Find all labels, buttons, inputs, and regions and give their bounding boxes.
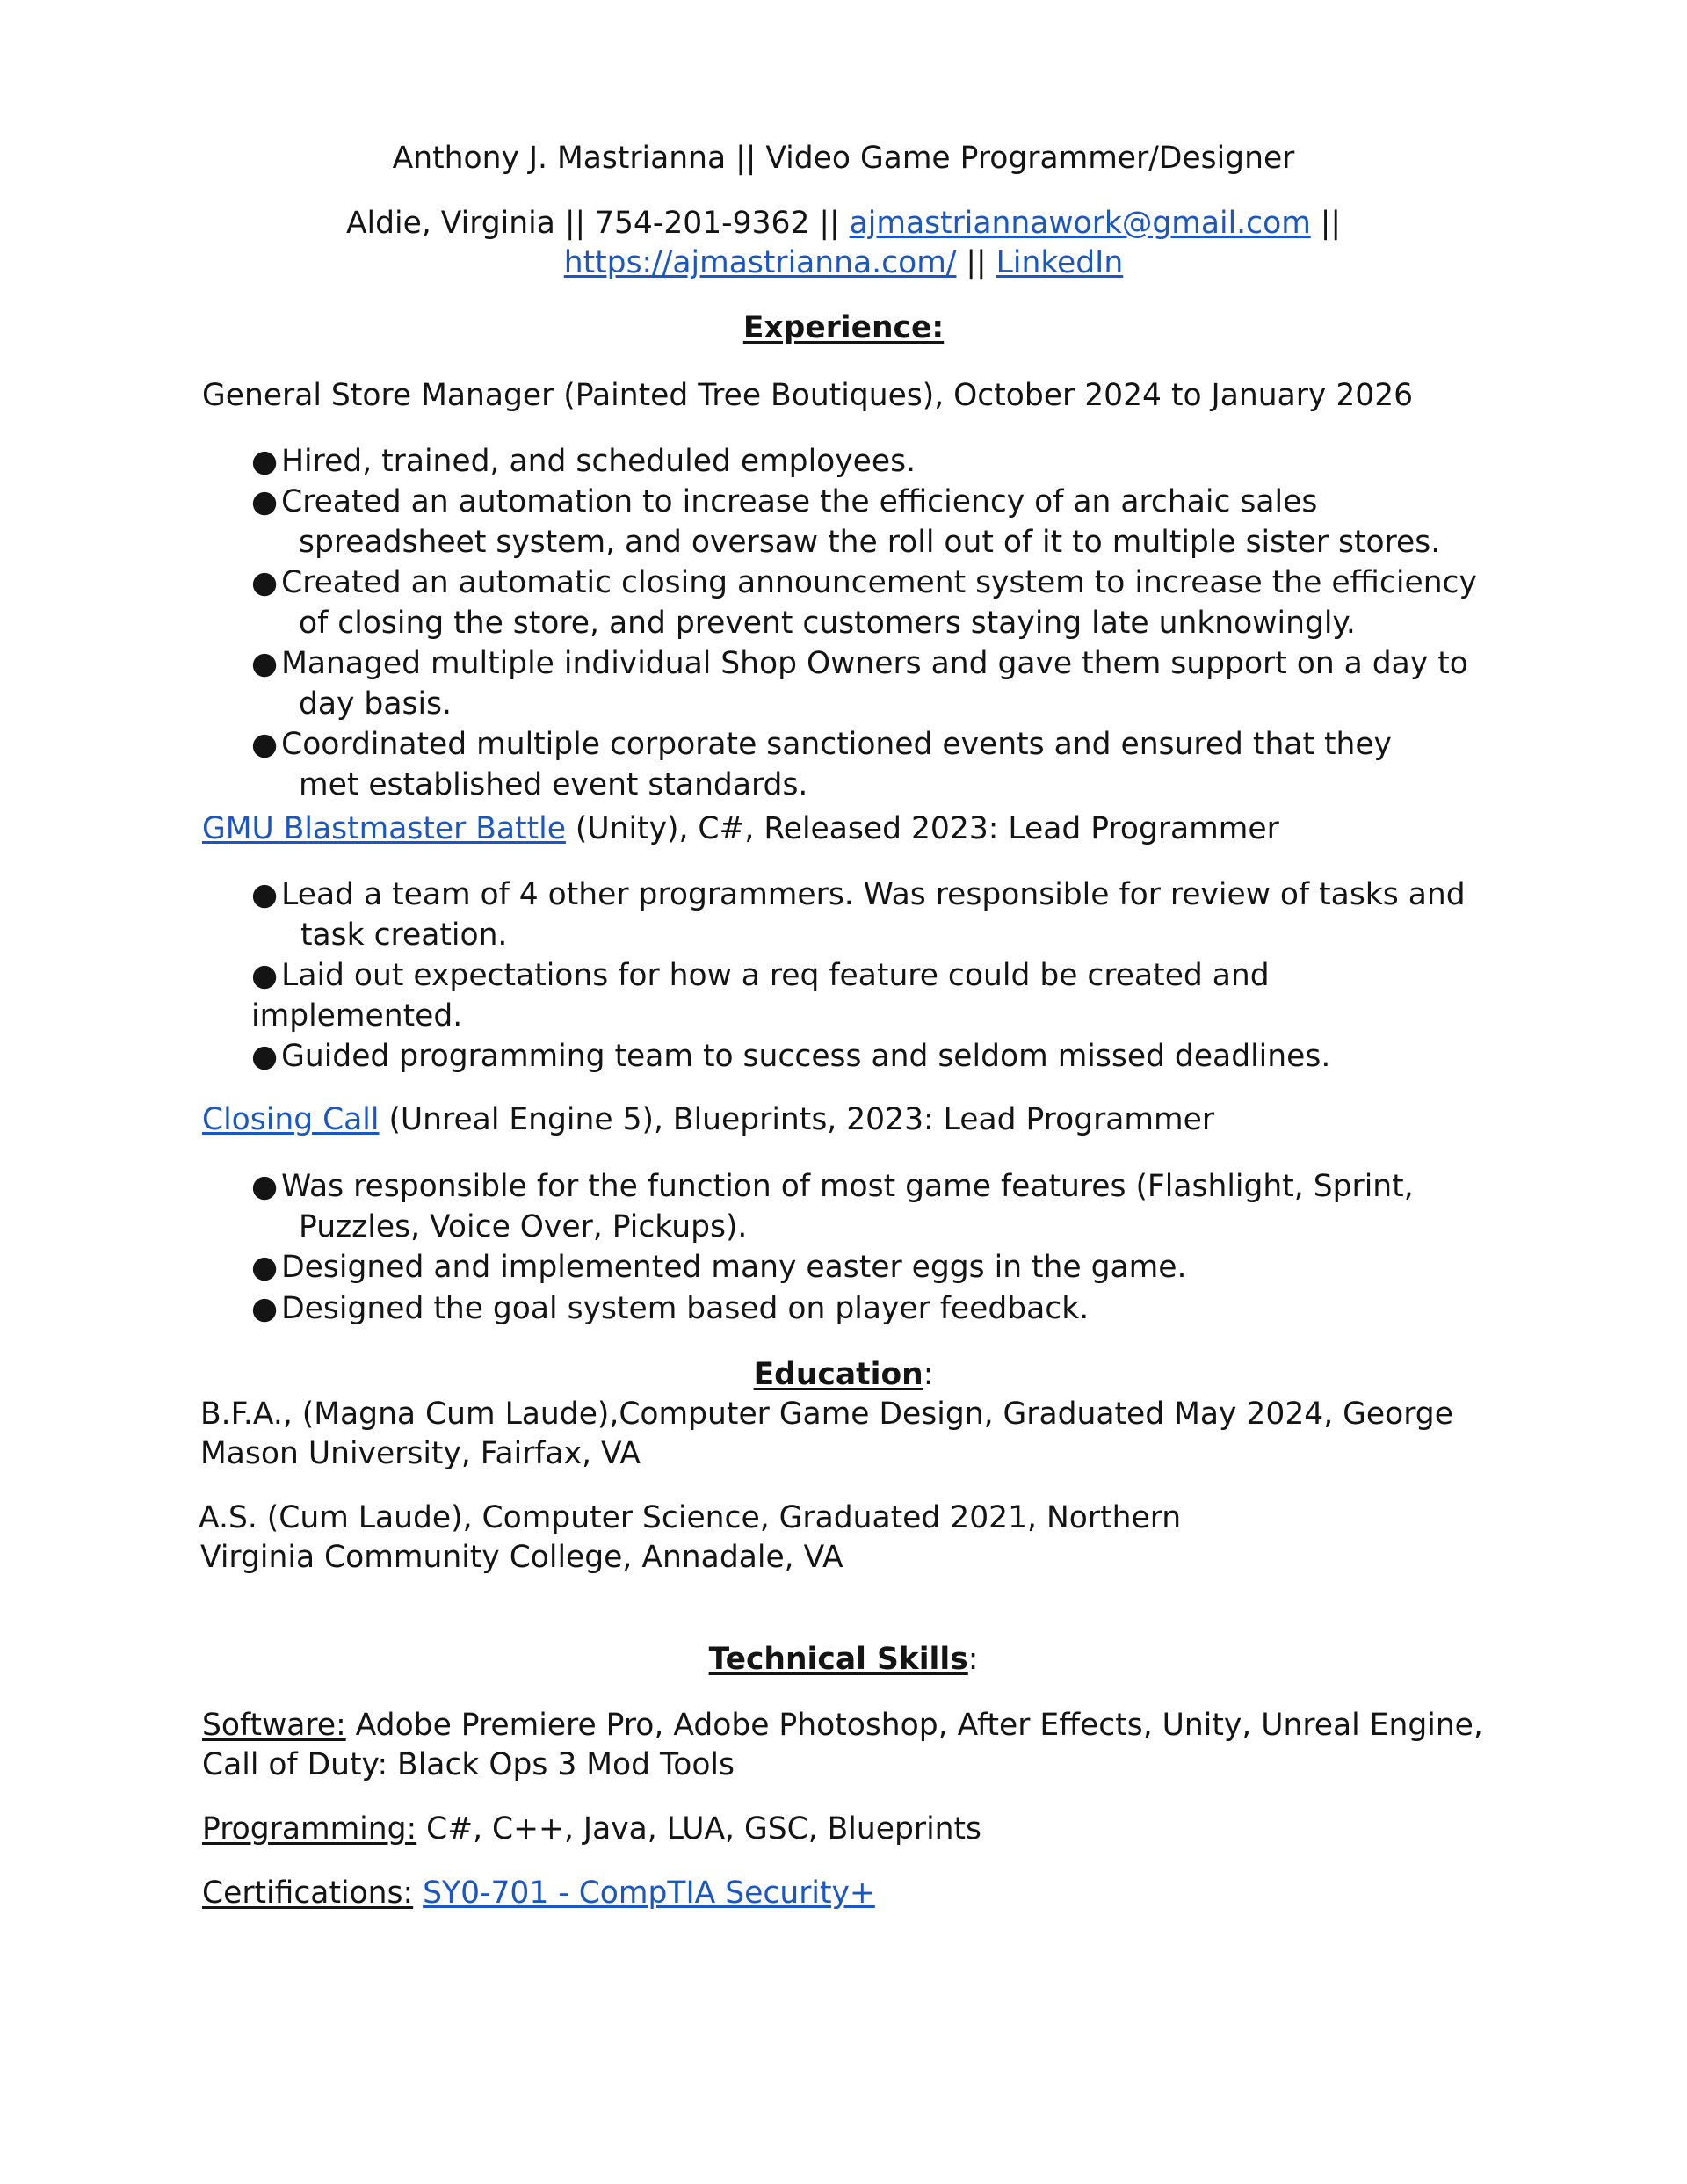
- contact-line-2: https://ajmastrianna.com/ || LinkedIn: [563, 245, 1124, 280]
- bullet-icon: ●: [251, 646, 279, 681]
- bullet-icon: ●: [251, 565, 279, 600]
- skills-heading: Technical Skills:: [708, 1642, 979, 1677]
- email-link[interactable]: ajmastriannawork@gmail.com: [849, 206, 1311, 241]
- list-item: ● Hired, trained, and scheduled employees.: [251, 444, 916, 479]
- job-title-store-manager: General Store Manager (Painted Tree Boutiques), October 2024 to January 2026: [202, 378, 1414, 413]
- contact-line-1: Aldie, Virginia || 754-201-9362 || ajmastriannawork@gmail.com ||: [345, 206, 1342, 241]
- list-item-continuation: spreadsheet system, and oversaw the roll out of it to multiple sister stores.: [299, 525, 1441, 560]
- list-item: ● Laid out expectations for how a req feature could be created and: [251, 958, 1270, 993]
- bullet-icon: ●: [251, 1169, 279, 1204]
- list-item: ● Coordinated multiple corporate sanctioned events and ensured that they: [251, 727, 1392, 762]
- bullet-icon: ●: [251, 727, 279, 762]
- education-degree-1-continuation: Mason University, Fairfax, VA: [200, 1436, 641, 1471]
- list-item-continuation: implemented.: [251, 998, 463, 1034]
- list-item: ● Created an automatic closing announcement system to increase the efficiency: [251, 565, 1477, 600]
- bullet-icon: ●: [251, 1291, 279, 1326]
- education-degree-2: A.S. (Cum Laude), Computer Science, Graduated 2021, Northern: [199, 1500, 1182, 1535]
- software-continuation: Call of Duty: Black Ops 3 Mod Tools: [202, 1747, 735, 1782]
- linkedin-link[interactable]: LinkedIn: [996, 245, 1124, 280]
- programming-label: Programming:: [202, 1811, 417, 1847]
- software-line: Software: Adobe Premiere Pro, Adobe Photoshop, After Effects, Unity, Unreal Engine,: [202, 1708, 1483, 1743]
- bullet-icon: ●: [251, 1250, 279, 1285]
- name-title: Anthony J. Mastrianna || Video Game Programmer/Designer: [392, 141, 1295, 176]
- education-degree-1: B.F.A., (Magna Cum Laude),Computer Game Design, Graduated May 2024, George: [200, 1397, 1453, 1432]
- certifications-line: [202, 1873, 875, 1913]
- education-heading: Education:: [753, 1357, 934, 1392]
- software-label: Software:: [202, 1708, 346, 1743]
- list-item-continuation: met established event standards.: [299, 767, 808, 802]
- list-item-continuation: Puzzles, Voice Over, Pickups).: [299, 1209, 748, 1244]
- list-item: ● Lead a team of 4 other programmers. Was responsible for review of tasks and: [251, 877, 1466, 912]
- job-title-blastmaster: GMU Blastmaster Battle (Unity), C#, Released 2023: Lead Programmer: [202, 811, 1279, 846]
- list-item: ● Was responsible for the function of most game features (Flashlight, Sprint,: [251, 1169, 1414, 1204]
- programming-line: Programming: C#, C++, Java, LUA, GSC, Blueprints: [202, 1811, 982, 1847]
- education-degree-2-continuation: Virginia Community College, Annadale, VA: [200, 1540, 844, 1575]
- experience-heading: Experience:: [742, 310, 945, 345]
- list-item-continuation: task creation.: [300, 918, 508, 953]
- list-item: ● Designed the goal system based on player feedback.: [251, 1291, 1090, 1326]
- certifications-label: Certifications:: [202, 1876, 414, 1911]
- bullet-icon: ●: [251, 1039, 279, 1074]
- job-title-closing-call: Closing Call (Unreal Engine 5), Blueprints, 2023: Lead Programmer: [202, 1102, 1215, 1137]
- list-item: ● Created an automation to increase the efficiency of an archaic sales: [251, 484, 1318, 519]
- security-plus-link[interactable]: SY0-701 - CompTIA Security+: [423, 1876, 875, 1911]
- bullet-icon: ●: [251, 958, 279, 993]
- website-link[interactable]: https://ajmastrianna.com/: [563, 245, 957, 280]
- bullet-icon: ●: [251, 877, 279, 912]
- list-item-continuation: of closing the store, and prevent customers staying late unknowingly.: [299, 606, 1356, 641]
- list-item: ● Designed and implemented many easter eggs in the game.: [251, 1250, 1187, 1285]
- list-item: ● Guided programming team to success and seldom missed deadlines.: [251, 1039, 1331, 1074]
- bullet-icon: ●: [251, 484, 279, 519]
- closing-call-link[interactable]: Closing Call: [202, 1102, 380, 1137]
- bullet-icon: ●: [251, 444, 279, 479]
- list-item: ● Managed multiple individual Shop Owners and gave them support on a day to: [251, 646, 1468, 681]
- blastmaster-link[interactable]: GMU Blastmaster Battle: [202, 811, 566, 846]
- list-item-continuation: day basis.: [299, 686, 452, 722]
